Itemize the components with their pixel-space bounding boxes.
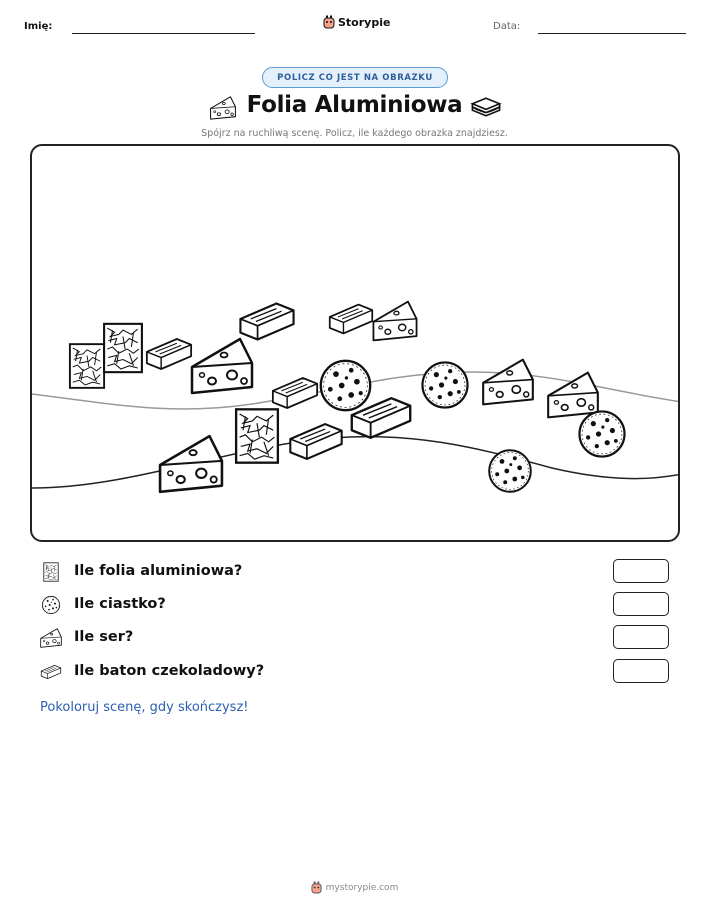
instructions: Spójrz na ruchliwą scenę. Policz, ile każdego obrazka znajdziesz. — [201, 128, 508, 139]
cookie-item — [321, 361, 370, 410]
footer-brand — [0, 881, 709, 894]
activity-badge: POLICZ CO JEST NA OBRAZKU — [262, 67, 448, 88]
foil-item — [236, 409, 278, 462]
answer-box-chocolate-bar[interactable] — [613, 659, 669, 683]
question-row-foil — [40, 559, 672, 585]
chocolate-bar-item — [240, 304, 293, 340]
cheese-item — [483, 360, 533, 405]
mascot-icon — [323, 15, 335, 29]
answer-box-cheese[interactable] — [613, 625, 669, 649]
cookie-item — [579, 411, 624, 456]
question-text: Ile ser? — [74, 629, 134, 645]
chocolate-bar-item — [330, 305, 373, 334]
chocolate-bar-item — [290, 424, 341, 459]
mascot-icon — [311, 881, 322, 894]
question-text: Ile baton czekoladowy? — [74, 663, 265, 679]
question-row-chocolate-bar — [40, 659, 672, 685]
coloring-note: Pokoloruj scenę, gdy skończysz! — [40, 700, 249, 715]
answer-box-cookie[interactable] — [613, 592, 669, 616]
chocolate-bar-item — [147, 339, 191, 369]
cookie-item — [489, 450, 531, 492]
foil-icon — [40, 562, 62, 582]
date-line[interactable] — [538, 33, 686, 34]
scene-frame — [30, 144, 680, 542]
brand-logo — [323, 15, 390, 29]
name-line[interactable] — [72, 33, 255, 34]
question-text: Ile folia aluminiowa? — [74, 563, 243, 579]
chocolate-bar-item — [273, 378, 317, 408]
brand-name: Storypie — [338, 15, 391, 29]
scene-illustration — [32, 146, 680, 542]
foil-item — [70, 344, 104, 388]
sandwich-icon — [470, 95, 502, 119]
cookie-item — [422, 362, 467, 407]
question-row-cheese — [40, 625, 672, 651]
answer-box-foil[interactable] — [613, 559, 669, 583]
cheese-item — [192, 339, 252, 393]
cookie-icon — [40, 595, 62, 615]
page-title: Folia Aluminiowa — [246, 92, 463, 118]
date-label: Data: — [493, 21, 521, 32]
cheese-item — [373, 302, 416, 341]
question-text: Ile ciastko? — [74, 596, 166, 612]
chocolate-bar-icon — [40, 662, 62, 682]
footer-url[interactable]: mystorypie.com — [325, 882, 399, 893]
cheese-icon — [40, 628, 62, 648]
question-row-cookie — [40, 592, 672, 618]
foil-item — [104, 324, 142, 372]
cheese-item — [160, 436, 222, 492]
name-label: Imię: — [24, 21, 53, 32]
